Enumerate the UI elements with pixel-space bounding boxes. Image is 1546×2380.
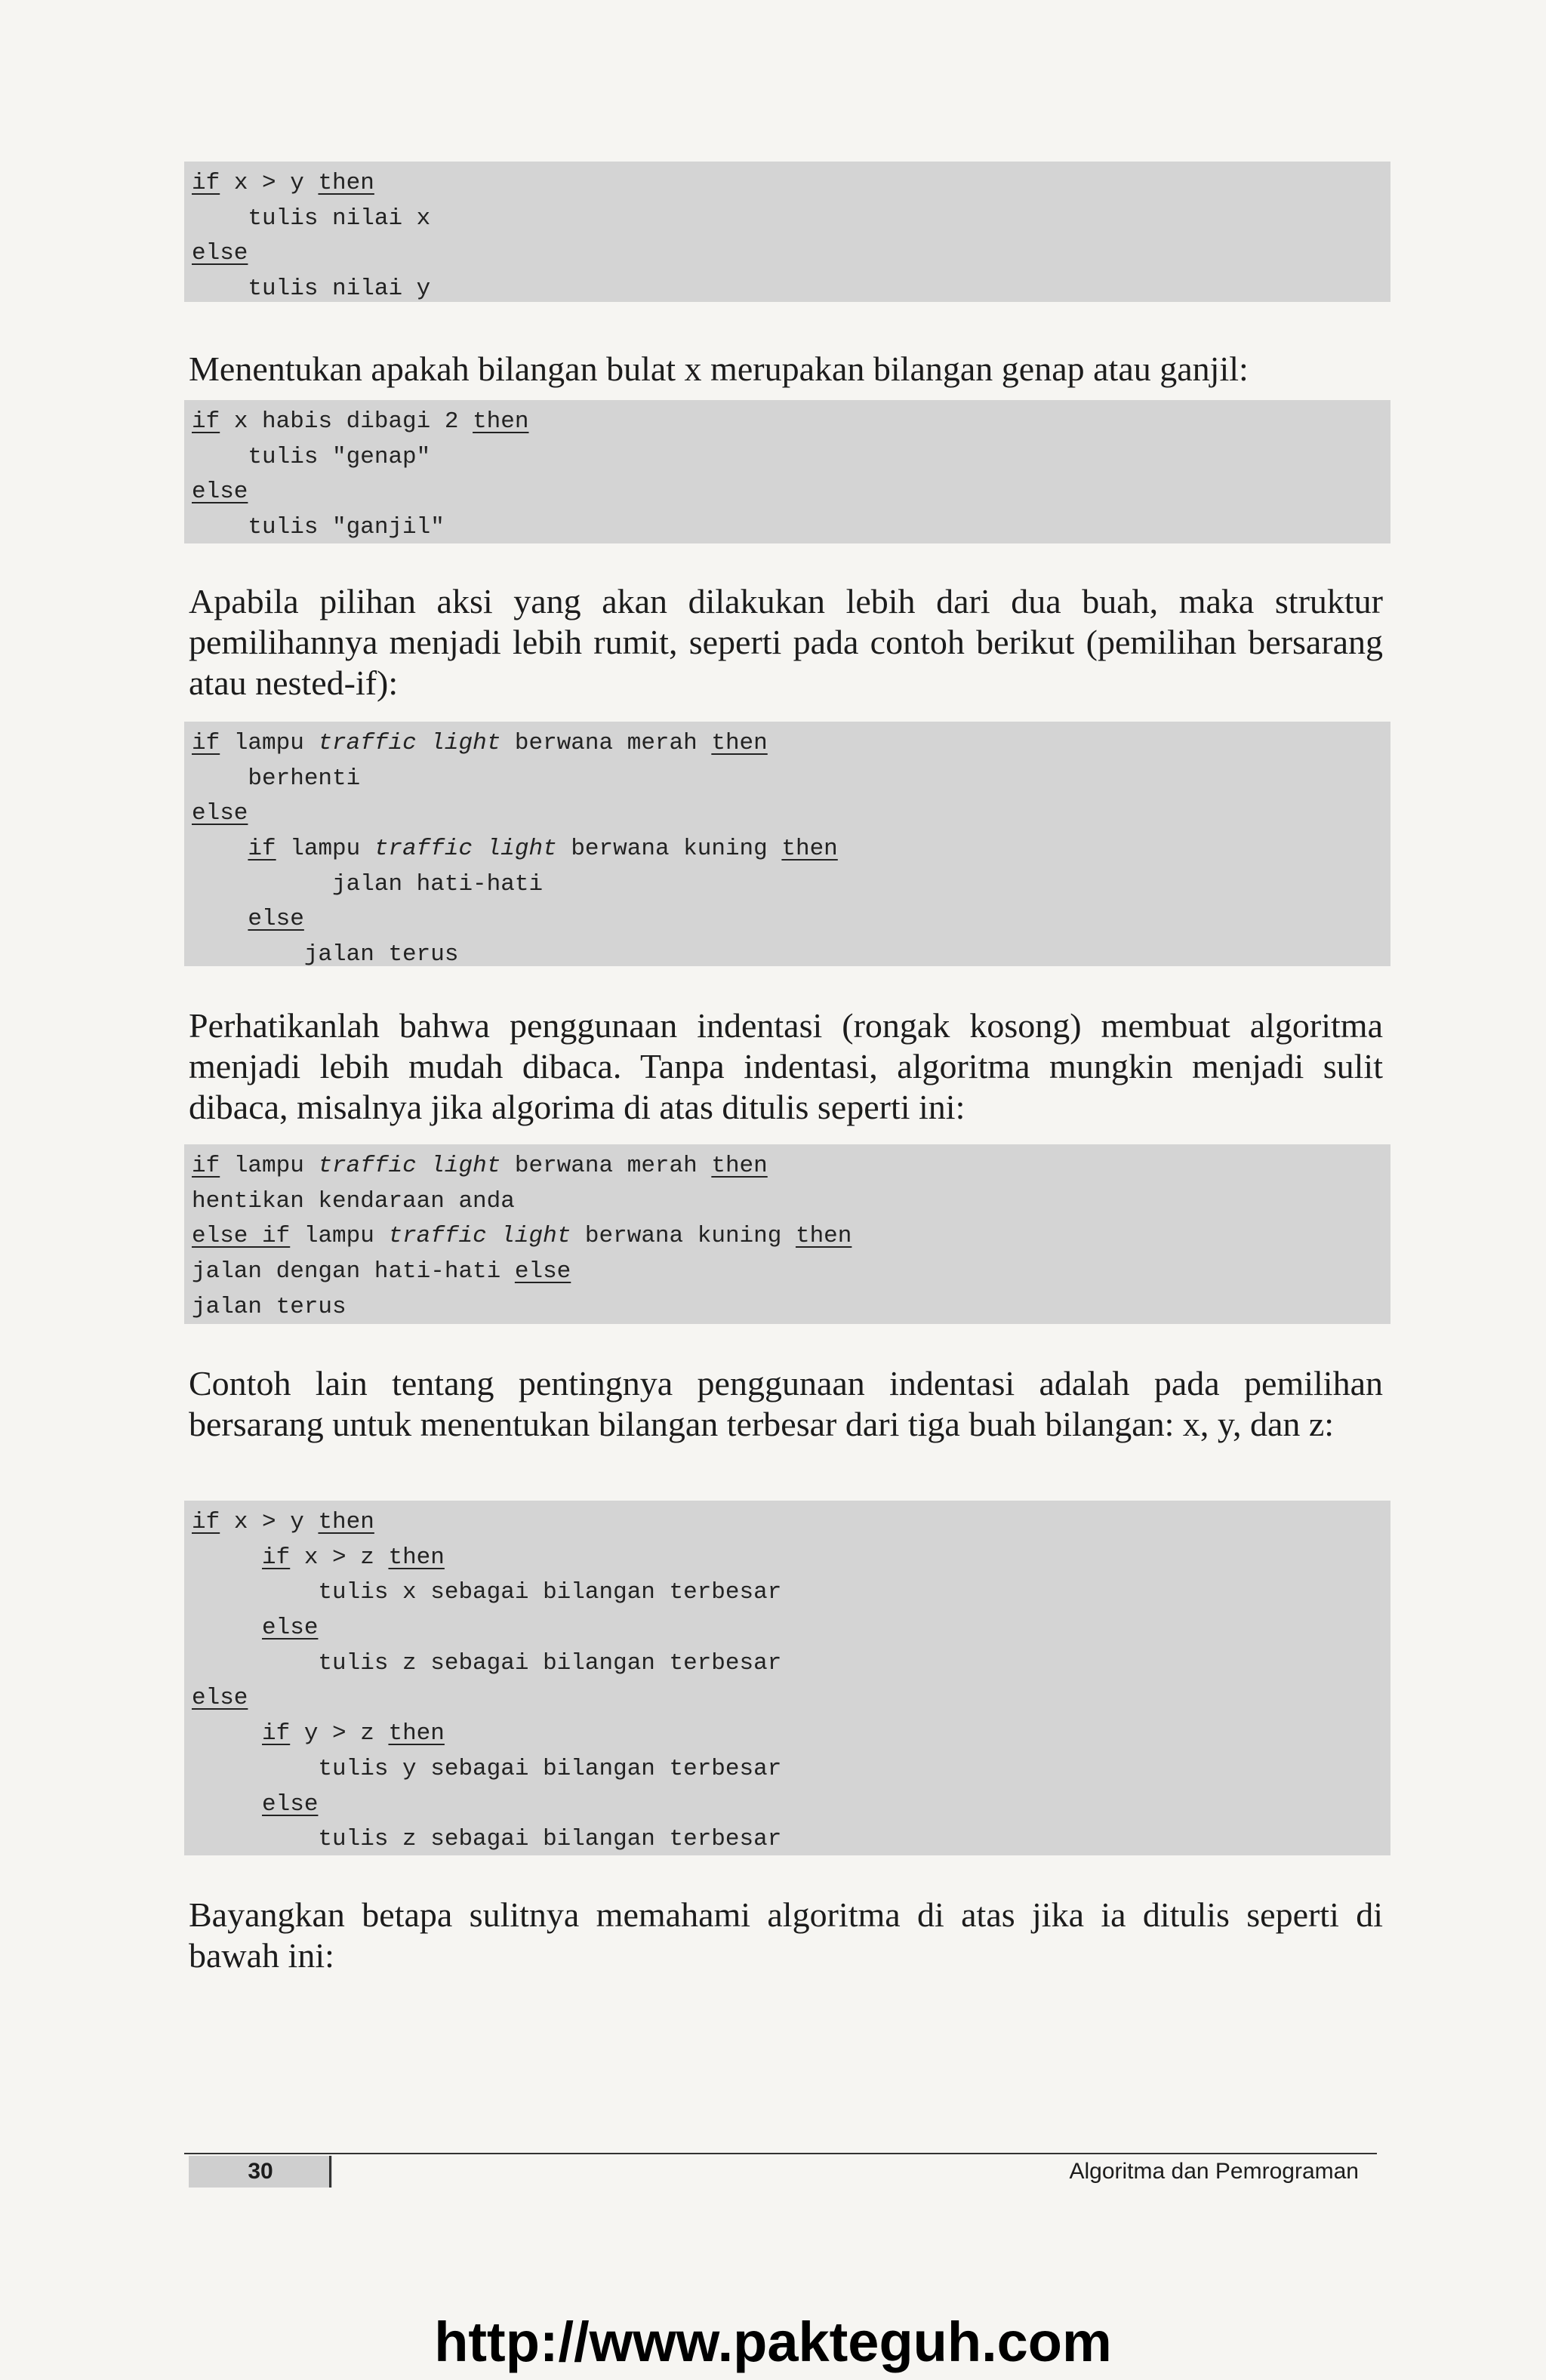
code-line	[192, 1752, 1383, 1787]
code-keyword: else if	[192, 1223, 291, 1250]
code-text: tulis nilai x	[192, 205, 431, 232]
code-line	[192, 405, 1383, 440]
code-line	[192, 475, 1383, 510]
code-keyword: if	[192, 730, 220, 756]
code-keyword: else	[262, 1790, 319, 1818]
code-text: x > z	[290, 1544, 389, 1571]
code-keyword: then	[318, 170, 374, 196]
code-text: x > y	[220, 170, 319, 196]
code-text: jalan hati-hati	[192, 870, 544, 898]
code-keyword: else	[248, 906, 304, 933]
code-keyword: then	[473, 408, 529, 435]
code-text: berwana merah	[500, 1153, 712, 1179]
code-italic-term: traffic light	[374, 836, 557, 863]
code-keyword: then	[781, 836, 838, 863]
code-italic-term: traffic light	[318, 730, 501, 756]
code-block-traffic-light-unindented	[184, 1144, 1390, 1324]
code-text: hentikan kendaraan anda	[192, 1187, 515, 1215]
code-line	[192, 510, 1383, 546]
code-block-bilangan-terbesar	[184, 1501, 1390, 1855]
code-block-if-else	[184, 162, 1390, 302]
page-number-divider	[329, 2156, 331, 2188]
code-line	[192, 867, 1383, 903]
code-text	[192, 836, 248, 862]
code-text: lampu	[276, 836, 374, 863]
code-line	[192, 1541, 1383, 1576]
code-line	[192, 1646, 1383, 1682]
code-keyword: then	[388, 1544, 445, 1571]
code-line	[192, 1822, 1383, 1858]
paragraph-bilangan-terbesar: Contoh lain tentang pentingnya penggunaan indentasi adalah pada pemilihan bersarang untuk menentukan bilangan terbesar dari tiga buah bilangan: x, y, dan z:	[189, 1364, 1383, 1443]
code-line	[192, 1787, 1383, 1823]
code-keyword: else	[192, 479, 248, 506]
code-text: y > z	[290, 1720, 389, 1747]
code-line	[192, 1219, 1383, 1255]
page-number: 30	[189, 2156, 332, 2188]
code-line	[192, 1575, 1383, 1611]
code-line	[192, 1149, 1383, 1184]
paragraph-bayangkan: Bayangkan betapa sulitnya memahami algoritma di atas jika ia ditulis seperti di bawah ini:	[189, 1895, 1383, 1975]
paragraph-genap-ganjil: Menentukan apakah bilangan bulat x merupakan bilangan genap atau ganjil:	[189, 349, 1249, 388]
code-line	[192, 1716, 1383, 1752]
code-text: tulis x sebagai bilangan terbesar	[192, 1579, 782, 1606]
code-line	[192, 202, 1383, 237]
code-line	[192, 832, 1383, 867]
paragraph-nested-if: Apabila pilihan aksi yang akan dilakukan lebih dari dua buah, maka struktur pemilihannya menjadi lebih rumit, seperti pada contoh berikut (pemilihan bersarang atau nested-if):	[189, 582, 1383, 702]
watermark-url: http://www.pakteguh.com	[434, 2311, 1112, 2373]
code-line	[192, 1681, 1383, 1716]
code-line	[192, 762, 1383, 797]
code-keyword: if	[262, 1720, 291, 1747]
code-text: tulis y sebagai bilangan terbesar	[192, 1755, 782, 1782]
code-text: tulis "ganjil"	[192, 514, 445, 541]
code-text: x habis dibagi 2	[220, 408, 473, 435]
code-keyword: then	[711, 730, 768, 756]
code-keyword: if	[248, 836, 276, 863]
code-line	[192, 938, 1383, 973]
code-keyword: else	[192, 800, 248, 827]
code-line	[192, 440, 1383, 476]
code-text: lampu	[220, 1153, 319, 1179]
code-text: tulis "genap"	[192, 443, 431, 470]
code-line	[192, 1611, 1383, 1646]
code-line	[192, 726, 1383, 762]
code-text: berhenti	[192, 765, 361, 792]
code-text: tulis z sebagai bilangan terbesar	[192, 1649, 782, 1676]
code-text: berwana kuning	[556, 836, 782, 863]
code-block-traffic-light	[184, 722, 1390, 966]
code-line	[192, 796, 1383, 832]
code-text	[192, 1720, 262, 1747]
code-text: lampu	[220, 730, 319, 756]
code-text: tulis z sebagai bilangan terbesar	[192, 1826, 782, 1853]
code-keyword: then	[318, 1509, 374, 1535]
code-line	[192, 902, 1383, 938]
code-italic-term: traffic light	[388, 1223, 571, 1250]
code-text: x > y	[220, 1509, 319, 1535]
code-text: jalan terus	[192, 941, 459, 968]
code-text: jalan dengan hati-hati	[192, 1258, 515, 1285]
code-text	[192, 1791, 262, 1818]
code-keyword: if	[262, 1544, 291, 1571]
book-title: Algoritma dan Pemrograman	[1069, 2159, 1359, 2184]
code-keyword: else	[192, 240, 248, 267]
code-text: berwana merah	[500, 730, 712, 756]
code-italic-term: traffic light	[318, 1153, 501, 1179]
code-line	[192, 1290, 1383, 1325]
code-keyword: if	[192, 1153, 220, 1179]
code-text: jalan terus	[192, 1293, 346, 1320]
code-keyword: then	[388, 1720, 445, 1747]
code-text: lampu	[290, 1223, 389, 1250]
code-line	[192, 166, 1383, 202]
code-keyword: if	[192, 408, 220, 435]
code-line	[192, 1184, 1383, 1220]
code-keyword: else	[192, 1685, 248, 1712]
code-text	[192, 1544, 262, 1571]
code-keyword: if	[192, 1509, 220, 1535]
code-keyword: else	[514, 1258, 571, 1285]
code-line	[192, 1255, 1383, 1290]
paragraph-indentasi: Perhatikanlah bahwa penggunaan indentasi (rongak kosong) membuat algoritma menjadi lebih mudah dibaca. Tanpa indentasi, algoritma mungkin menjadi sulit dibaca, misalnya jika algorima di atas ditulis seperti ini:	[189, 1006, 1383, 1126]
code-line	[192, 272, 1383, 307]
footer-rule	[184, 2153, 1377, 2154]
code-keyword: then	[711, 1153, 768, 1179]
code-line	[192, 1505, 1383, 1541]
code-text: tulis nilai y	[192, 276, 431, 303]
code-line	[192, 236, 1383, 272]
code-text: berwana kuning	[571, 1223, 796, 1250]
code-text	[192, 906, 248, 932]
code-keyword: if	[192, 170, 220, 196]
code-block-genap-ganjil	[184, 400, 1390, 543]
code-text	[192, 1615, 262, 1641]
code-keyword: then	[795, 1223, 852, 1250]
code-keyword: else	[262, 1615, 319, 1642]
